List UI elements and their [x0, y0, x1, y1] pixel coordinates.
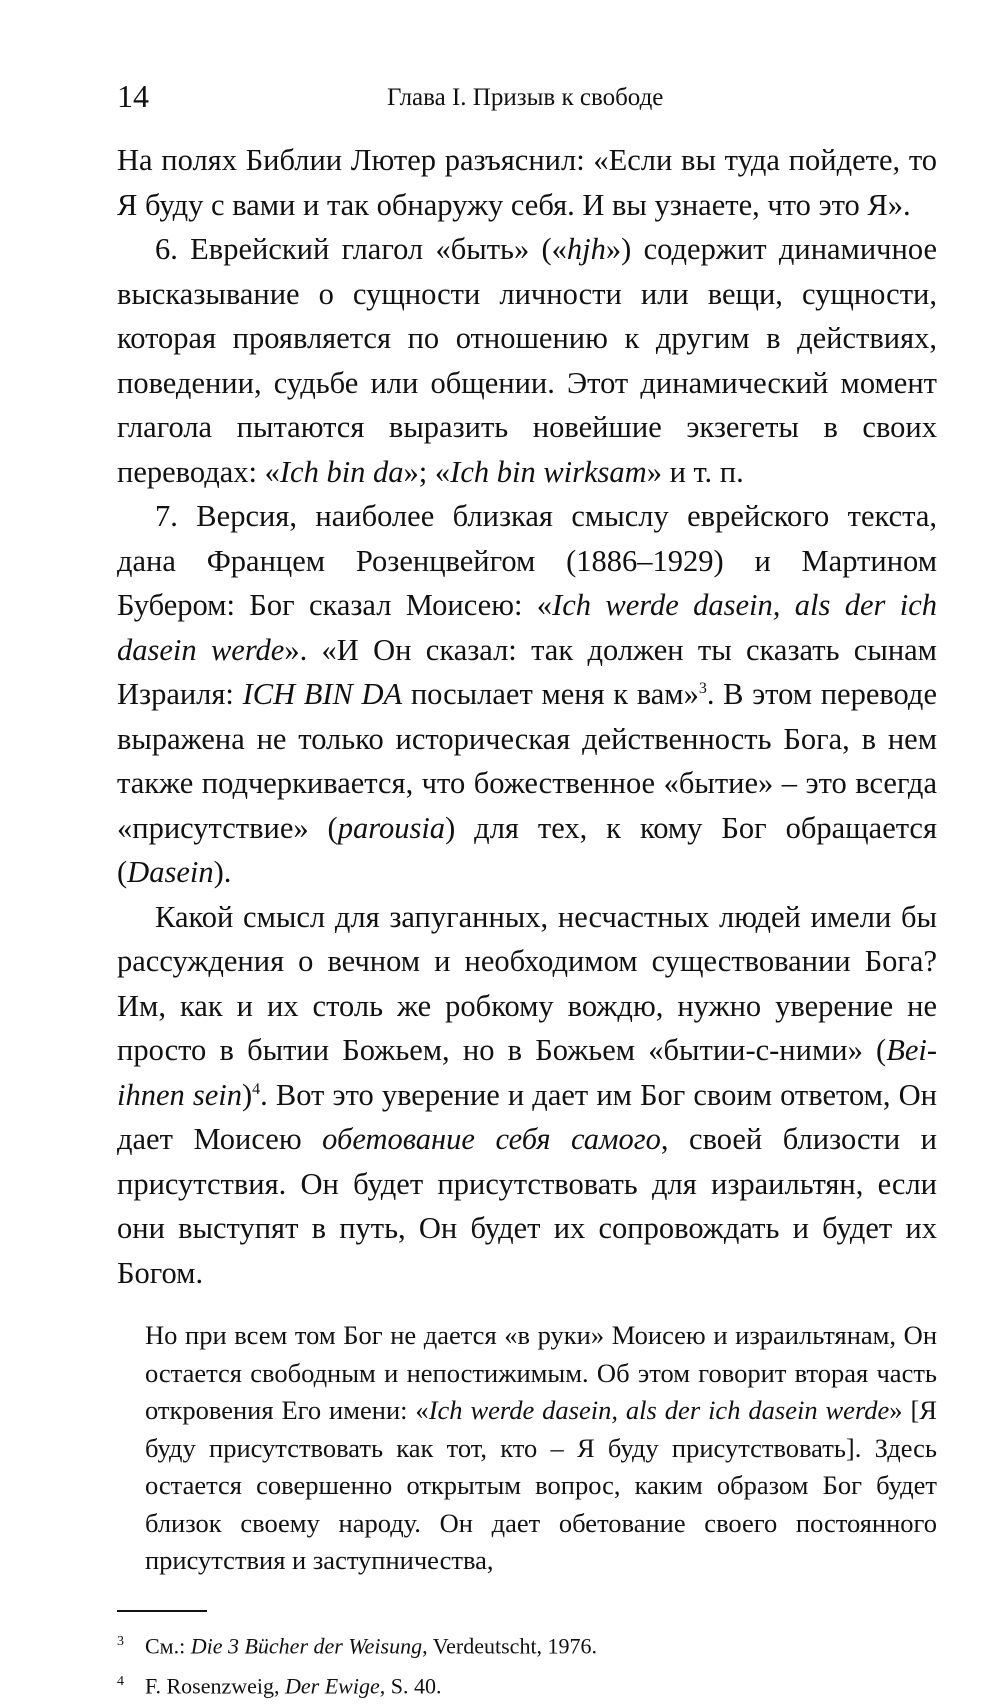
- footnote-mark: 3: [117, 1624, 145, 1660]
- footnote-title: Der Ewige: [285, 1673, 380, 1698]
- italic-run: Ich werde dasein, als der ich dasein werde: [429, 1395, 890, 1425]
- footnote-text: , S. 40.: [380, 1673, 442, 1698]
- paragraph-meaning: [117, 895, 937, 1296]
- italic-run: parousia: [338, 811, 445, 845]
- text-run: . В этом переводе выражена не только историческая действенность Бога, в нем также подчеркивается, что божественное «бытие» – это всегда «присутствие» (: [117, 677, 937, 845]
- text-run: Но при всем том Бог не дается «в руки» Моисею и израильтянам, Он остается свободным и непостижимым. Об этом говорит вторая часть откровения Его имени: «: [145, 1320, 937, 1425]
- page-number: 14: [117, 78, 149, 115]
- footnote-text: См.:: [145, 1633, 191, 1658]
- italic-run: ICH BIN DA: [243, 677, 403, 711]
- italic-run: обетование себя самого: [322, 1122, 661, 1156]
- italic-run: Ich bin wirksam: [450, 455, 647, 489]
- text-run: , своей близости и присутствия. Он будет присутствовать для израильтян, если они выступят в путь, Он будет их сопровождать и будет их Богом.: [117, 1122, 937, 1290]
- italic-run: Dasein: [127, 855, 213, 889]
- running-title: Глава I. Призыв к свободе: [387, 84, 663, 112]
- text-run: посылает меня к вам»: [402, 677, 699, 711]
- italic-run: Ich werde dasein, als der ich dasein werde: [117, 588, 937, 667]
- footnote-4: [117, 1664, 937, 1704]
- italic-run: Ich bin da: [280, 455, 404, 489]
- footnote-divider: [117, 1610, 207, 1612]
- italic-run: Bei-ihnen sein: [117, 1033, 937, 1112]
- text-run: ) для тех, к кому Бог обращается (: [117, 811, 937, 890]
- footnote-3: [117, 1624, 937, 1664]
- text-run: ).: [214, 855, 232, 889]
- footnote-text: , Verdeutscht, 1976.: [422, 1633, 597, 1658]
- text-run: Какой смысл для запуганных, несчастных людей имели бы рассуждения о вечном и необходимом существовании Бога? Им, как и их столь же робкому вождю, нужно уверение не просто в бытии Божьем, но в Божьем «бытии-с-ними» (: [117, 900, 937, 1068]
- text-run: . Вот это уверение и дает им Бог своим ответом, Он дает Моисею: [117, 1078, 937, 1157]
- footnote-title: Die 3 Bücher der Weisung: [191, 1633, 422, 1658]
- footnote-text: F. Rosenzweig,: [145, 1673, 285, 1698]
- paragraph-7: [117, 494, 937, 895]
- paragraph-6: [117, 227, 937, 494]
- page-header: [117, 78, 937, 118]
- footnotes: [117, 1624, 937, 1704]
- footnote-ref: 3: [699, 680, 707, 697]
- paragraph-luther: [117, 138, 937, 227]
- footnote-ref: 4: [252, 1080, 260, 1097]
- text-run: » и т. п.: [647, 455, 744, 489]
- paragraph-text: На полях Библии Лютер разъяснил: «Если вы туда пойдете, то Я буду с вами и так обнаружу себя. И вы узнаете, что это Я».: [117, 143, 937, 222]
- text-run: »; «: [404, 455, 451, 489]
- footnote-mark: 4: [117, 1664, 145, 1700]
- inset-paragraph: [117, 1317, 937, 1580]
- text-run: ». «И Он сказал: так должен ты сказать сынам Израиля:: [117, 633, 937, 712]
- inset-text: [145, 1317, 937, 1580]
- text-run: 6. Еврейский глагол «быть» («: [155, 232, 567, 266]
- text-run: » [Я буду присутствовать как тот, кто – Я буду присутствовать]. Здесь остается совершенно открытым вопрос, каким образом Бог будет близок своему народу. Он дает обетование своего постоянного присутствия и заступничества,: [145, 1395, 937, 1575]
- text-run: 7. Версия, наиболее близкая смыслу еврейского текста, дана Францем Розенцвейгом (1886–1929) и Мартином Бубером: Бог сказал Моисею: «: [117, 499, 937, 622]
- italic-run: hjh: [567, 232, 606, 266]
- text-run: ») содержит динамичное высказывание о сущности личности или вещи, сущности, которая проявляется по отношению к другим в действиях, поведении, судьбе или общении. Этот динамический момент глагола пытаются выразить новейшие экзегеты в своих переводах: «: [117, 232, 937, 489]
- main-text: [117, 138, 937, 1704]
- text-run: ): [242, 1078, 252, 1112]
